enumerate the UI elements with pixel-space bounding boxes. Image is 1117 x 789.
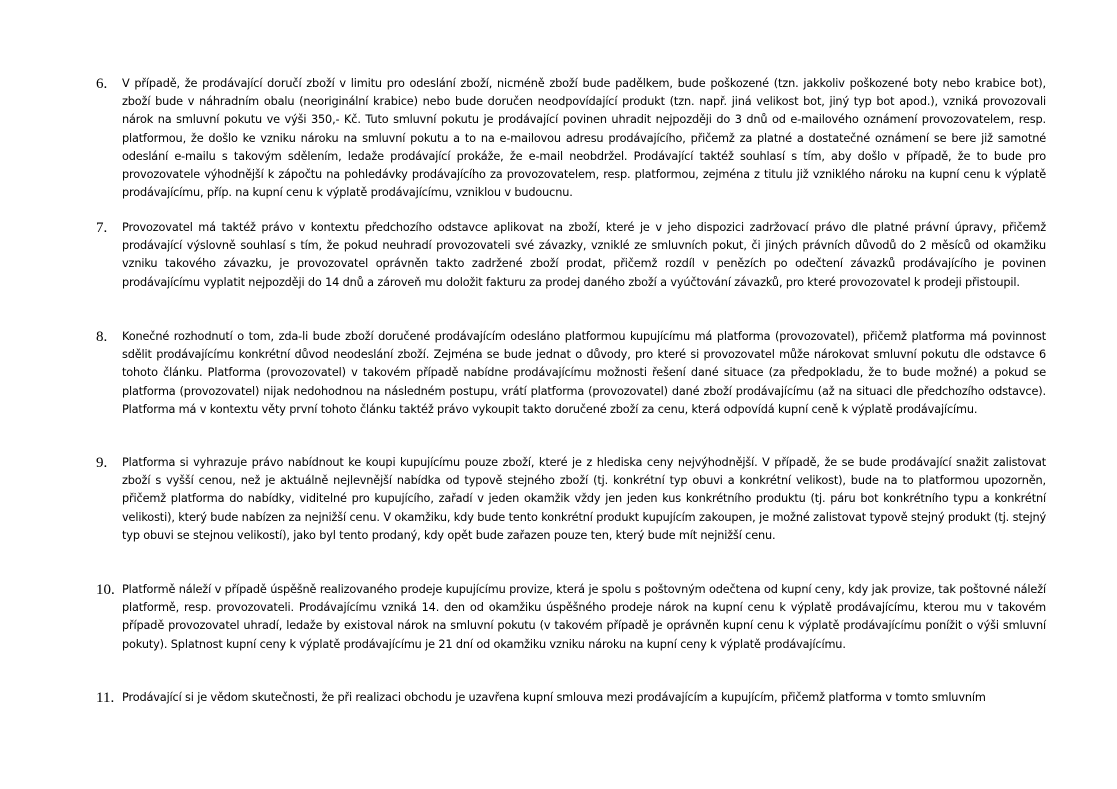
clause-number: 11. (96, 690, 115, 706)
clause-text: Platformě náleží v případě úspěšně realizovaného prodeje kupujícímu provize, která je spolu s poštovným odečtena od kupní ceny, kdy jak provize, tak poštovné náleží platformě, resp. provozovateli. Prodávajícímu vzniká 14. den od okamžiku úspěšného prodeje nárok na kupní cenu k výplatě prodávajícímu, kterou mu v takovém případě provozovatel uhradí, ledaže by existoval nárok na smluvní pokutu (v takovém případě je oprávněn kupní cenu k výplatě prodávajícímu ponížit o výši smluvní pokuty). Splatnost kupní ceny k výplatě prodávajícímu je 21 dní od okamžiku vzniku nároku na kupní ceny k výplatě prodávajícímu. (122, 583, 1046, 651)
clause-10 (96, 581, 1046, 654)
clause-number: 10. (96, 582, 115, 598)
clause-text: Platforma si vyhrazuje právo nabídnout ke koupi kupujícímu pouze zboží, které je z hlediska ceny nejvýhodnější. V případě, že se bude prodávající snažit zalistovat zboží s vyšší cenou, než je aktuálně nejlevnější nabídka od typově stejného zboží (tj. konkrétní typ obuvi a konkrétní velikost), bude na to platformou upozorněn, přičemž platforma do nabídky, viditelné pro kupujícího, zařadí v jeden okamžik vždy jen jeden kus konkrétního produktu (tj. páru bot konkrétního typu a konkrétní velikosti), který bude nabízen za nejnižší cenu. V okamžiku, kdy bude tento konkrétní produkt kupujícím zakoupen, je možné zalistovat typově stejný produkt (tj. stejný typ obuvi se stejnou velikostí), jako byl tento prodaný, kdy opět bude zařazen pouze ten, který bude mít nejnižší cenu. (122, 456, 1046, 542)
clause-text: Konečné rozhodnutí o tom, zda-li bude zboží doručené prodávajícím odesláno platformou kupujícímu má platforma (provozovatel), přičemž platforma má povinnost sdělit prodávajícímu konkrétní důvod neodeslání zboží. Zejména se bude jednat o důvody, pro které si provozovatel může nárokovat smluvní pokutu dle odstavce 6 tohoto článku. Platforma (provozovatel) v takovém případě nabídne prodávajícímu možnosti řešení dané situace (za předpokladu, že to bude možné) a pokud se platforma (provozovatel) nijak nedohodnou na následném postupu, vrátí platforma (provozovatel) dané zboží prodávajícímu (až na situaci dle předchozího odstavce). Platforma má v kontextu věty první tohoto článku taktéž právo vykoupit takto doručené zboží za cenu, která odpovídá kupní ceně k výplatě prodávajícímu. (122, 330, 1046, 416)
clause-number: 6. (96, 76, 108, 92)
clause-number: 8. (96, 329, 108, 345)
clause-6 (96, 75, 1046, 202)
clause-text: Prodávající si je vědom skutečnosti, že při realizaci obchodu je uzavřena kupní smlouva mezi prodávajícím a kupujícím, přičemž platforma v tomto smluvním (122, 691, 986, 704)
clause-8 (96, 328, 1046, 419)
clause-9 (96, 454, 1046, 545)
clause-number: 9. (96, 455, 108, 471)
clause-text: Provozovatel má taktéž právo v kontextu předchozího odstavce aplikovat na zboží, které je v jeho dispozici zadržovací právo dle platné právní úpravy, přičemž prodávající výslovně souhlasí s tím, že pokud neuhradí provozovateli své závazky, vzniklé ze smluvních pokut, či jiných právních důvodů do 2 měsíců od okamžiku vzniku takového závazku, je provozovatel oprávněn takto zadržené zboží prodat, přičemž rozdíl v penězích po odečtení závazků prodávajícího je povinen prodávajícímu vyplatit nejpozději do 14 dnů a zároveň mu doložit fakturu za prodej daného zboží a vyúčtování závazků, pro které provozovatel k prodeji přistoupil. (122, 221, 1046, 289)
clause-7 (96, 219, 1046, 292)
clause-11 (96, 689, 1046, 707)
clause-number: 7. (96, 220, 108, 236)
clause-text: V případě, že prodávající doručí zboží v limitu pro odeslání zboží, nicméně zboží bude padělkem, bude poškozené (tzn. jakkoliv poškozené boty nebo krabice bot), zboží bude v náhradním obalu (neoriginální krabice) nebo bude doručen neodpovídající produkt (tzn. např. jiná velikost bot, jiný typ bot apod.), vzniká provozovali nárok na smluvní pokutu ve výši 350,- Kč. Tuto smluvní pokutu je prodávající povinen uhradit nejpozději do 3 dnů od e-mailového oznámení provozovatelem, resp. platformou, že došlo ke vzniku nároku na smluvní pokutu a to na e-mailovou adresu prodávajícího, přičemž za platné a dostatečné oznámení se bere již samotné odeslání e-mailu s takovým sdělením, ledaže prodávající prokáže, že e-mail neobdržel. Prodávající taktéž souhlasí s tím, aby došlo v případě, že to bude pro provozovatele výhodnější k zápočtu na pohledávky prodávajícího za provozovatelem, resp. platformou, zejména z titulu již vzniklého nároku na kupní cenu k výplatě prodávajícímu, příp. na kupní cenu k výplatě prodávajícímu, vzniklou v budoucnu. (122, 77, 1046, 200)
